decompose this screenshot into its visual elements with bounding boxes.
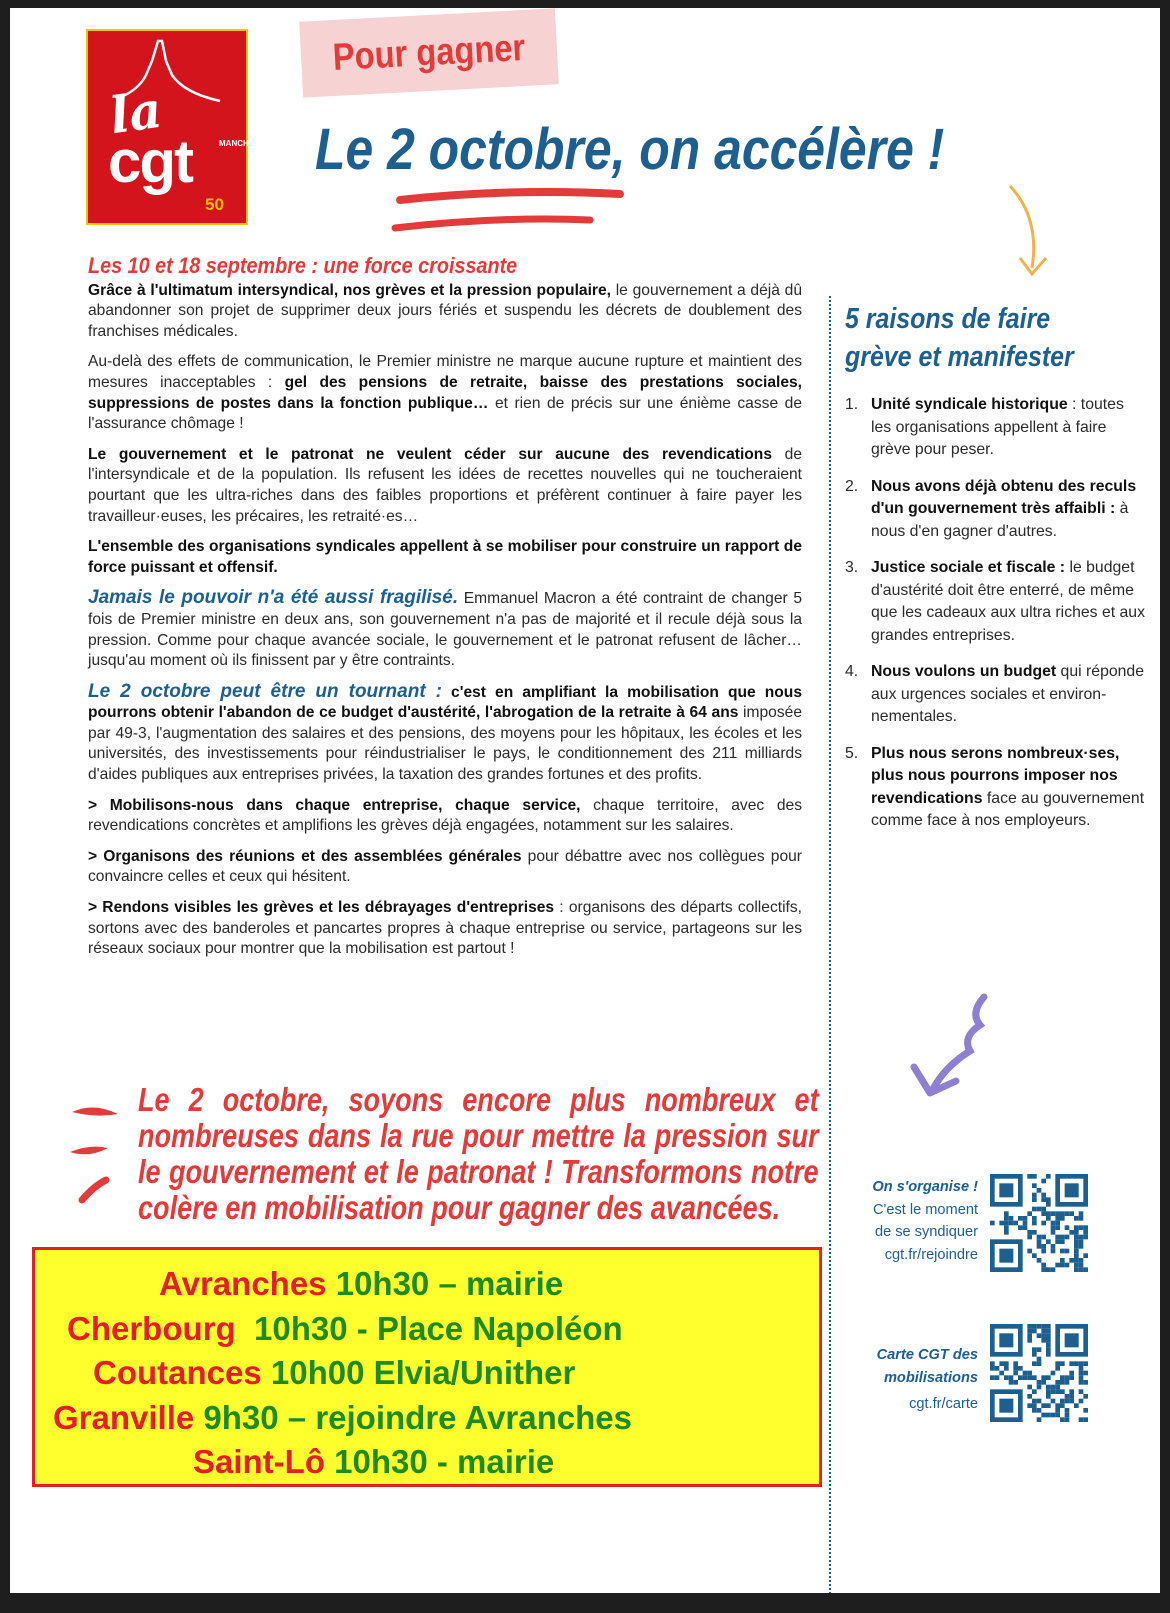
event-time: 10h00 Elvia/Unither	[270, 1354, 576, 1391]
p5-rest: Emmanuel Macron a été contraint de changer 5 fois de Premier ministre en deux ans, son gouvernement n'a pas de majorité et il recule déjà sous la pression. Comme pour chaque avancée sociale, le gouvernement et le patronat refusent de lâcher… jusqu'au moment où ils finissent par y être contraints.	[88, 590, 802, 670]
event-city: Granville	[53, 1399, 195, 1436]
map-block	[850, 1344, 978, 1416]
reason-number: 2.	[845, 477, 859, 495]
qr-code-map-icon[interactable]	[990, 1324, 1088, 1422]
paragraph	[88, 682, 802, 786]
event-cherbourg	[67, 1309, 623, 1349]
p2-bold: gel des pensions de retraite, baisse des prestations sociales, suppressions de postes dans la fonction publique…	[88, 373, 803, 412]
section-title: Les 10 et 18 septembre : une force croissante	[88, 253, 518, 278]
p6-rest: imposée par 49-3, l'augmentation des salaires et des pensions, des moyens pour les hôpitaux, les écoles et les universités, des investissements pour réindustrialiser le pays, le conditionnement des 211 milliards d'aides publiques aux entreprises privées, la taxation des grandes fortunes et des profits.	[88, 704, 802, 784]
event-coutances	[93, 1353, 575, 1393]
logo-department-number: 50	[205, 195, 224, 214]
p1-bold: Grâce à l'ultimatum intersyndical, nos grèves et la pression populaire,	[88, 281, 611, 299]
call-to-action: Le 2 octobre, soyons encore plus nombreux et nombreuses dans la rue pour mettre la pression sur le gouvernement et le patronat ! Transformons notre colère en mobilisation pour gagner des avancées.	[138, 1081, 819, 1226]
join-link[interactable]: cgt.fr/rejoindre	[884, 1246, 978, 1263]
column-divider	[829, 296, 831, 1593]
paragraph	[88, 281, 802, 343]
badge-text: Pour gagner	[331, 26, 527, 80]
event-city: Cherbourg	[67, 1310, 236, 1347]
sidebar-title-line1: 5 raisons de faire	[845, 303, 1051, 335]
reason-bold: Justice sociale et fiscale :	[871, 559, 1066, 576]
reason-number: 4.	[845, 663, 859, 680]
main-text	[88, 253, 803, 970]
headline: Le 2 octobre, on accélère !	[315, 117, 945, 182]
sidebar	[845, 300, 1145, 847]
p4-bold: L'ensemble des organisations syndicales appellent à se mobiliser pour construire un rapport de force puissant et offensif.	[88, 538, 802, 576]
reason-rest: face au gouvernement comme face à nos employeurs.	[871, 789, 1145, 829]
event-time: 9h30 – rejoindre Avranches	[203, 1399, 632, 1436]
reason-item	[845, 661, 1145, 729]
p3-rest: de l'intersyndicale et de la population. Ils refusent les idées de recettes nouvelles qui ne toucheraient pourtant que les ultra-riches dans des faibles proportions et préfèrent continuer à faire payer les travailleur·euses, les précaires, les retraité·es…	[88, 445, 802, 525]
reason-rest: le budget d'austérité doit être enterré, de même que les cadeaux aux ultra riches et aux grandes entreprises.	[871, 559, 1145, 644]
p8-rest: pour débattre avec nos collègues pour convaincre celles et ceux qui hésitent.	[88, 847, 802, 886]
paragraph	[88, 796, 802, 837]
paragraph	[88, 352, 802, 434]
flyer-page	[10, 8, 1160, 1593]
badge	[299, 8, 559, 97]
paragraph	[88, 537, 802, 578]
wavy-arrow-icon	[910, 993, 1000, 1103]
cgt-logo	[86, 29, 255, 225]
events-box	[32, 1247, 822, 1487]
paragraph	[88, 588, 802, 671]
reason-number: 1.	[845, 396, 859, 413]
p3-bold: Le gouvernement et le patronat ne veulent céder sur aucune des revendications	[88, 445, 773, 463]
join-heading: On s'organise !	[872, 1179, 978, 1195]
map-link[interactable]: cgt.fr/carte	[909, 1396, 978, 1412]
event-city: Saint-Lô	[193, 1443, 325, 1480]
join-line2: de se syndiquer	[874, 1224, 978, 1240]
reason-number: 3.	[845, 559, 859, 576]
event-city: Avranches	[159, 1265, 327, 1302]
red-smear-icon	[66, 1092, 138, 1212]
logo-cgt: cgt	[108, 128, 192, 195]
p7-rest: chaque territoire, avec des revendications concrètes et amplifions les grèves déjà engagées, notamment sur les salaires.	[88, 796, 802, 835]
paragraph	[88, 898, 802, 960]
paragraph	[88, 847, 802, 888]
p6-bold: c'est en amplifiant la mobilisation que nous pourrons obtenir l'abandon de ce budget d'austérité, l'abrogation de la retraite à 64 ans	[88, 683, 802, 722]
event-granville	[53, 1398, 632, 1438]
reasons-list	[845, 394, 1145, 833]
reason-bold: Nous avons déjà obtenu des reculs d'un gouvernement très affaibli :	[871, 477, 1137, 517]
reason-item	[845, 743, 1145, 833]
sidebar-title-line2: grève et manifester	[845, 341, 1074, 373]
p5-highlight: Jamais le pouvoir n'a été aussi fragilisé.	[88, 587, 459, 609]
reason-rest: : toutes les organisations appellent à faire grève pour peser.	[871, 396, 1124, 458]
reason-bold: Unité syndicale historique	[871, 396, 1068, 413]
event-saint-lo	[193, 1442, 554, 1482]
qr-code-join-icon[interactable]	[990, 1174, 1088, 1272]
reason-item	[845, 476, 1145, 544]
p9-bold: > Rendons visibles les grèves et les débrayages d'entreprises	[88, 899, 555, 917]
logo-manche: MANCHE	[219, 139, 255, 148]
reason-item	[845, 557, 1145, 647]
p9-rest: : organisons des départs collectifs, sortons avec des banderoles et pancartes propres à chaque entreprise ou service, partageons sur les réseaux sociaux pour montrer que la mobilisation est partout !	[88, 899, 802, 958]
curved-arrow-icon	[1000, 178, 1060, 288]
event-avranches	[159, 1264, 563, 1304]
p2-start: Au-delà des effets de communication, le Premier ministre ne marque aucune rupture et maintient des mesures inacceptables :	[88, 353, 802, 391]
reason-rest: à nous d'en gagner d'autres.	[871, 500, 1129, 540]
reason-bold: Plus nous serons nombreux·ses, plus nous pourrons imposer nos revendications	[871, 744, 1120, 807]
join-block	[850, 1176, 978, 1266]
join-line1: C'est le moment	[873, 1201, 978, 1218]
reason-item	[845, 394, 1145, 462]
map-heading-line1: Carte CGT des	[876, 1347, 978, 1363]
event-time: 10h30 – mairie	[335, 1265, 564, 1302]
reason-number: 5.	[845, 744, 859, 762]
map-heading-line2: mobilisations	[883, 1369, 978, 1386]
reason-bold: Nous voulons un budget	[871, 663, 1057, 680]
p1-rest: le gouvernement a déjà dû abandonner son projet de supprimer deux jours fériés et suspendu les décrets de doublement des franchises médicales.	[88, 281, 802, 340]
event-time: 10h30 - mairie	[334, 1443, 555, 1480]
logo-la: la	[106, 79, 166, 146]
p7-bold: > Mobilisons-nous dans chaque entreprise, chaque service,	[88, 796, 581, 814]
p8-bold: > Organisons des réunions et des assemblées générales	[88, 847, 522, 865]
brush-underline-icon	[390, 180, 630, 240]
reason-rest: qui réponde aux urgences sociales et environ-nementales.	[871, 663, 1145, 725]
p2-end: et rien de précis sur une énième casse de l'assurance chômage !	[88, 394, 802, 433]
paragraph	[88, 445, 802, 527]
p6-highlight: Le 2 octobre peut être un tournant :	[88, 680, 442, 702]
event-city: Coutances	[93, 1354, 262, 1391]
event-time: 10h30 - Place Napoléon	[254, 1310, 623, 1347]
